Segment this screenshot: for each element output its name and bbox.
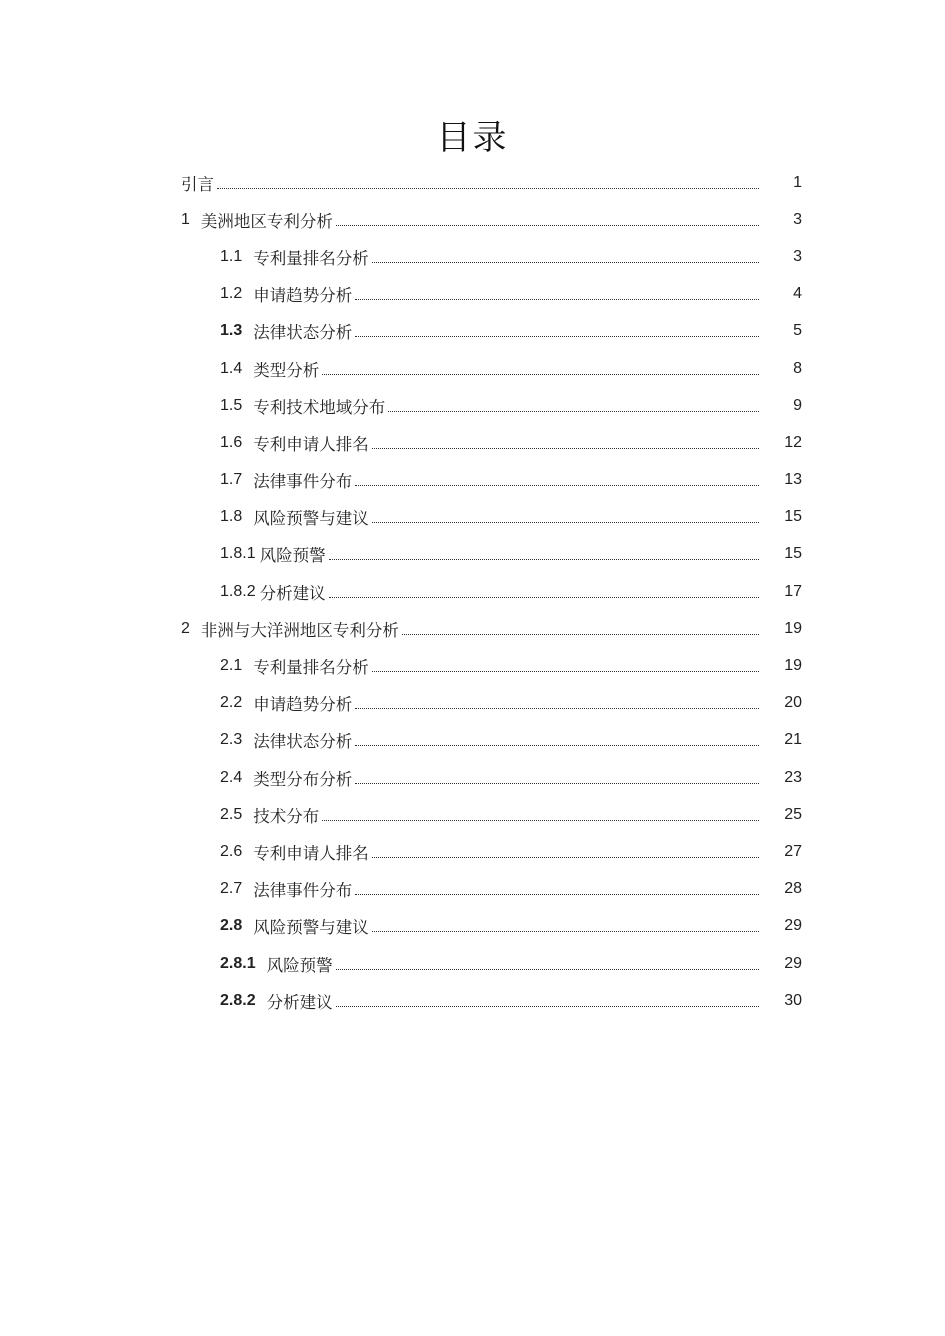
toc-entry[interactable]	[0, 796, 945, 833]
toc-entry-number: 2.8	[220, 917, 243, 935]
toc-entry-page: 20	[784, 694, 802, 712]
dot-leader	[336, 968, 759, 970]
toc-entry-page: 12	[784, 433, 802, 451]
toc-entry-number: 1.2	[220, 285, 243, 303]
dot-leader	[329, 558, 759, 560]
toc-entry-number: 1.8.1	[220, 545, 256, 563]
toc-entry-label: 风险预警与建议	[253, 918, 369, 938]
dot-leader	[372, 521, 759, 523]
toc-entry-page: 15	[784, 508, 802, 526]
toc-entry[interactable]	[0, 313, 945, 350]
toc-entry-number: 1.8.2	[220, 582, 256, 600]
toc-entry[interactable]	[0, 982, 945, 1019]
toc-entry[interactable]	[0, 573, 945, 610]
page-title: 目录	[436, 118, 509, 158]
dot-leader	[372, 930, 759, 932]
toc-entry-page: 30	[784, 991, 802, 1009]
toc-entry-label: 专利技术地域分布	[253, 397, 386, 417]
toc-entry[interactable]	[0, 424, 945, 461]
table-of-contents	[0, 164, 945, 1019]
toc-entry-number: 1.1	[220, 247, 243, 265]
toc-entry-label: 法律状态分析	[253, 732, 353, 752]
toc-entry-page: 3	[793, 210, 802, 228]
dot-leader	[336, 224, 759, 226]
toc-entry[interactable]	[0, 238, 945, 275]
toc-entry-page: 3	[793, 247, 802, 265]
toc-entry-label: 专利量排名分析	[253, 658, 369, 678]
dot-leader	[355, 744, 759, 746]
toc-entry-number: 1	[181, 210, 190, 228]
toc-entry-page: 9	[793, 396, 802, 414]
toc-entry[interactable]	[0, 164, 945, 201]
dot-leader	[402, 633, 759, 635]
toc-entry-number: 1.5	[220, 396, 243, 414]
toc-entry-page: 8	[793, 359, 802, 377]
dot-leader	[372, 670, 759, 672]
toc-entry[interactable]	[0, 759, 945, 796]
toc-entry-number: 2.8.1	[220, 954, 256, 972]
toc-entry[interactable]	[0, 685, 945, 722]
toc-entry-page: 29	[784, 954, 802, 972]
dot-leader	[372, 447, 759, 449]
toc-entry-number: 1.6	[220, 433, 243, 451]
toc-entry-label: 分析建议	[266, 992, 333, 1012]
toc-entry-label: 技术分布	[253, 806, 320, 826]
toc-entry[interactable]	[0, 350, 945, 387]
dot-leader	[217, 187, 759, 189]
dot-leader	[355, 298, 759, 300]
dot-leader	[372, 261, 759, 263]
toc-entry[interactable]	[0, 647, 945, 684]
toc-entry-number: 2.3	[220, 731, 243, 749]
toc-entry-page: 27	[784, 842, 802, 860]
toc-entry-page: 19	[784, 619, 802, 637]
toc-entry-label: 类型分布分析	[253, 769, 353, 789]
dot-leader	[355, 484, 759, 486]
toc-entry-page: 17	[784, 582, 802, 600]
toc-entry-page: 25	[784, 805, 802, 823]
dot-leader	[355, 707, 759, 709]
dot-leader	[322, 819, 759, 821]
toc-entry-number: 2.7	[220, 880, 243, 898]
toc-entry-page: 21	[784, 731, 802, 749]
toc-entry-label: 法律状态分析	[253, 323, 353, 343]
toc-entry[interactable]	[0, 871, 945, 908]
toc-entry-label: 类型分析	[253, 360, 320, 380]
toc-entry-number: 1.4	[220, 359, 243, 377]
toc-entry[interactable]	[0, 536, 945, 573]
toc-entry-number: 2.6	[220, 842, 243, 860]
dot-leader	[372, 856, 759, 858]
toc-entry-number: 2.5	[220, 805, 243, 823]
toc-entry-label: 分析建议	[259, 583, 326, 603]
toc-entry-number: 2.2	[220, 694, 243, 712]
toc-entry[interactable]	[0, 833, 945, 870]
toc-entry[interactable]	[0, 387, 945, 424]
dot-leader	[355, 782, 759, 784]
toc-entry-page: 5	[793, 322, 802, 340]
toc-entry-number: 2	[181, 619, 190, 637]
toc-entry-label: 法律事件分布	[253, 881, 353, 901]
toc-entry[interactable]	[0, 201, 945, 238]
toc-entry-page: 13	[784, 471, 802, 489]
toc-entry-page: 4	[793, 285, 802, 303]
dot-leader	[336, 1005, 759, 1007]
toc-entry-page: 23	[784, 768, 802, 786]
toc-entry-label: 引言	[181, 174, 214, 194]
toc-entry[interactable]	[0, 945, 945, 982]
toc-entry[interactable]	[0, 499, 945, 536]
toc-entry-number: 1.3	[220, 322, 243, 340]
dot-leader	[322, 373, 759, 375]
toc-entry[interactable]	[0, 722, 945, 759]
toc-entry-page: 19	[784, 657, 802, 675]
dot-leader	[388, 410, 759, 412]
dot-leader	[355, 893, 759, 895]
toc-entry-number: 2.8.2	[220, 991, 256, 1009]
toc-entry-label: 专利量排名分析	[253, 248, 369, 268]
toc-entry-label: 美洲地区专利分析	[200, 211, 333, 231]
toc-entry-label: 专利申请人排名	[253, 434, 369, 454]
toc-entry-label: 法律事件分布	[253, 472, 353, 492]
toc-entry-label: 风险预警	[259, 546, 326, 566]
toc-entry-number: 2.4	[220, 768, 243, 786]
toc-entry-label: 申请趋势分析	[253, 695, 353, 715]
dot-leader	[329, 596, 759, 598]
toc-entry-label: 风险预警	[266, 955, 333, 975]
toc-entry-page: 29	[784, 917, 802, 935]
toc-entry-label: 风险预警与建议	[253, 509, 369, 529]
toc-entry[interactable]	[0, 908, 945, 945]
toc-entry-label: 专利申请人排名	[253, 843, 369, 863]
toc-entry-page: 28	[784, 880, 802, 898]
toc-entry-label: 申请趋势分析	[253, 286, 353, 306]
toc-entry-page: 15	[784, 545, 802, 563]
dot-leader	[355, 335, 759, 337]
toc-entry-page: 1	[793, 173, 802, 191]
toc-entry[interactable]	[0, 610, 945, 647]
toc-entry[interactable]	[0, 462, 945, 499]
toc-entry-label: 非洲与大洋洲地区专利分析	[200, 620, 399, 640]
toc-entry-number: 1.7	[220, 471, 243, 489]
toc-entry-number: 1.8	[220, 508, 243, 526]
toc-entry[interactable]	[0, 276, 945, 313]
toc-entry-number: 2.1	[220, 657, 243, 675]
